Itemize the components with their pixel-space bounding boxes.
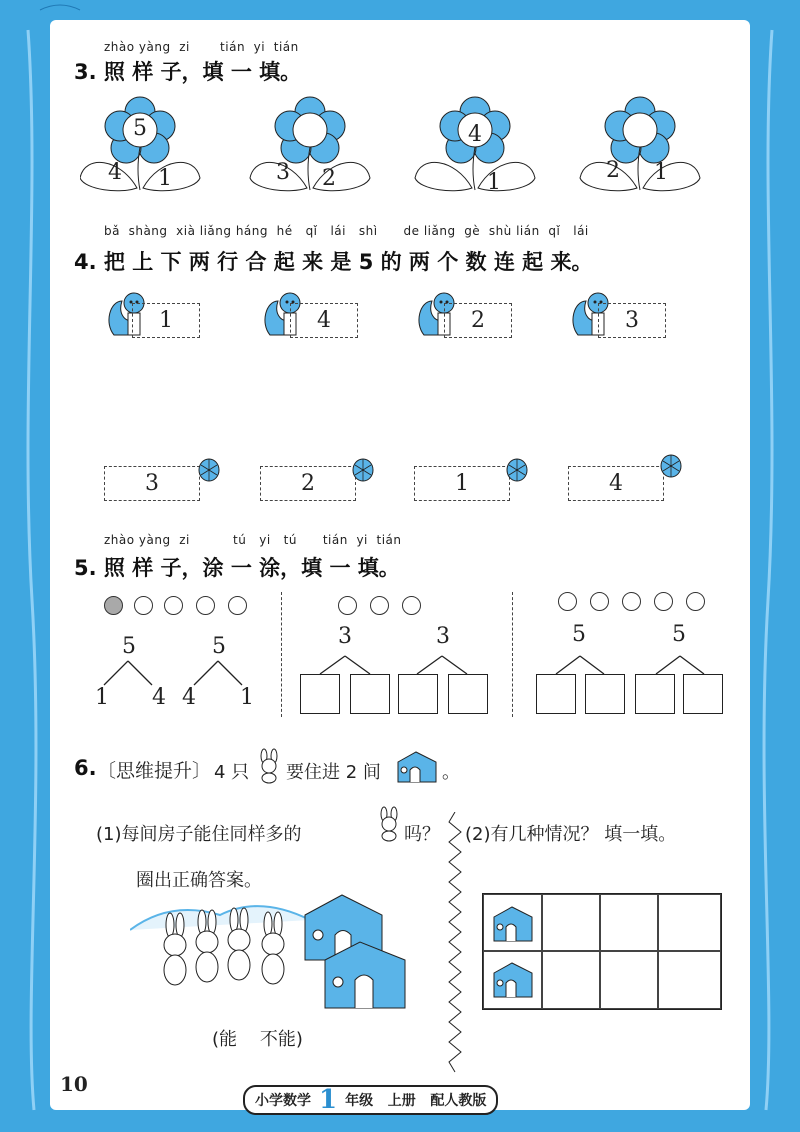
book-title-badge — [243, 1085, 498, 1115]
divider — [512, 592, 513, 717]
flower-1-right: 1 — [158, 166, 172, 191]
answer-box[interactable] — [585, 674, 625, 714]
grid-header-cell — [483, 894, 543, 952]
example-bottom-4: 1 — [240, 685, 254, 710]
grid-cell[interactable] — [657, 950, 721, 1009]
circle[interactable] — [370, 596, 389, 615]
grid-cell[interactable] — [599, 950, 659, 1009]
flower-1 — [80, 97, 200, 191]
flower-1-left: 4 — [108, 160, 122, 185]
flower-4 — [580, 97, 700, 191]
example-top-right: 5 — [212, 634, 226, 659]
bottom-box-3: 1 — [414, 466, 510, 501]
q6-text-b: 要住进 2 间 — [286, 762, 381, 783]
circle[interactable] — [686, 592, 705, 611]
pinecone-icon — [504, 455, 530, 483]
flower-4-left: 2 — [606, 158, 620, 183]
rabbits-houses-illustration — [130, 890, 420, 1010]
circle[interactable] — [654, 592, 673, 611]
q5-title: 5. 照 样 子，涂 一 涂，填 一 填。 — [74, 556, 400, 580]
right-top-1: 5 — [572, 622, 586, 647]
shaded-circle — [104, 596, 123, 615]
bottom-box-1: 3 — [104, 466, 200, 501]
answer-box[interactable] — [300, 674, 340, 714]
circle[interactable] — [558, 592, 577, 611]
right-top-2: 5 — [672, 622, 686, 647]
circle — [164, 596, 183, 615]
grid-cell[interactable] — [541, 894, 601, 952]
answer-box[interactable] — [683, 674, 723, 714]
answer-grid — [482, 893, 722, 1010]
mid-top-2: 3 — [436, 624, 450, 649]
q6-sub2: (2)有几种情况？ 填一填。 — [465, 824, 677, 845]
zigzag-divider — [445, 812, 465, 1074]
divider — [281, 592, 282, 717]
q4-pinyin: bǎ shàng xià liǎng háng hé qǐ lái shì de liǎng gè shù lián qǐ lái — [104, 224, 589, 238]
rabbit-icon — [254, 748, 284, 784]
answer-box[interactable] — [448, 674, 488, 714]
flower-2-left: 3 — [276, 160, 290, 185]
circle[interactable] — [590, 592, 609, 611]
house-icon — [490, 903, 536, 943]
answer-box[interactable] — [635, 674, 675, 714]
q6-text-c: 。 — [442, 762, 460, 783]
grid-cell[interactable] — [541, 950, 601, 1009]
book-title-b: 年级 上册 配人教版 — [345, 1093, 487, 1109]
book-title-a: 小学数学 — [255, 1093, 311, 1109]
example-bottom-3: 4 — [182, 685, 196, 710]
example-bottom-2: 4 — [152, 685, 166, 710]
answer-box[interactable] — [536, 674, 576, 714]
pinecone-icon — [658, 451, 684, 479]
q6-text-a: 4 只 — [214, 762, 250, 783]
answer-box[interactable] — [350, 674, 390, 714]
top-box-1: 1 — [132, 303, 200, 338]
q6-choice[interactable]: (能 不能) — [212, 1029, 303, 1050]
bottom-box-2: 2 — [260, 466, 356, 501]
rabbit-icon — [374, 806, 404, 842]
flower-3-right: 1 — [487, 170, 501, 195]
page-number: 10 — [60, 1072, 88, 1096]
circle[interactable] — [402, 596, 421, 615]
house-icon — [490, 959, 536, 999]
q6-sub1-b: 吗？ — [404, 824, 440, 845]
q6-number: 6. — [74, 756, 97, 780]
q4-title: 4. 把 上 下 两 行 合 起 来 是 5 的 两 个 数 连 起 来。 — [74, 250, 593, 274]
top-box-4: 3 — [598, 303, 666, 338]
circle — [228, 596, 247, 615]
bottom-box-4: 4 — [568, 466, 664, 501]
example-top-left: 5 — [122, 634, 136, 659]
q3-title: 3. 照 样 子，填 一 填。 — [74, 60, 302, 84]
q5-pinyin: zhào yàng zi tú yi tú tián yi tián — [104, 533, 402, 547]
grid-header-cell — [483, 950, 543, 1009]
answer-box[interactable] — [398, 674, 438, 714]
pinecone-icon — [196, 455, 222, 483]
circle — [134, 596, 153, 615]
circle[interactable] — [338, 596, 357, 615]
q6-sub1-a: (1)每间房子能住同样多的 — [96, 824, 302, 845]
grid-cell[interactable] — [599, 894, 659, 952]
house-icon — [394, 748, 440, 784]
circle[interactable] — [622, 592, 641, 611]
example-bottom-1: 1 — [95, 685, 109, 710]
grade-number: 1 — [319, 1085, 338, 1115]
grid-cell[interactable] — [657, 894, 721, 952]
circle — [196, 596, 215, 615]
q6-tag: 〔思维提升〕 — [97, 760, 212, 782]
q3-pinyin: zhào yàng zi tián yi tián — [104, 40, 299, 54]
top-box-2: 4 — [290, 303, 358, 338]
top-box-3: 2 — [444, 303, 512, 338]
flower-2-right: 2 — [322, 166, 336, 191]
q3-flowers — [80, 90, 720, 210]
mid-top-1: 3 — [338, 624, 352, 649]
q6-sub1-line2: 圈出正确答案。 — [136, 870, 262, 891]
flower-2 — [250, 97, 370, 191]
flower-3-top: 4 — [468, 122, 482, 147]
pinecone-icon — [350, 455, 376, 483]
flower-1-top: 5 — [133, 116, 147, 141]
flower-4-right: 1 — [654, 160, 668, 185]
